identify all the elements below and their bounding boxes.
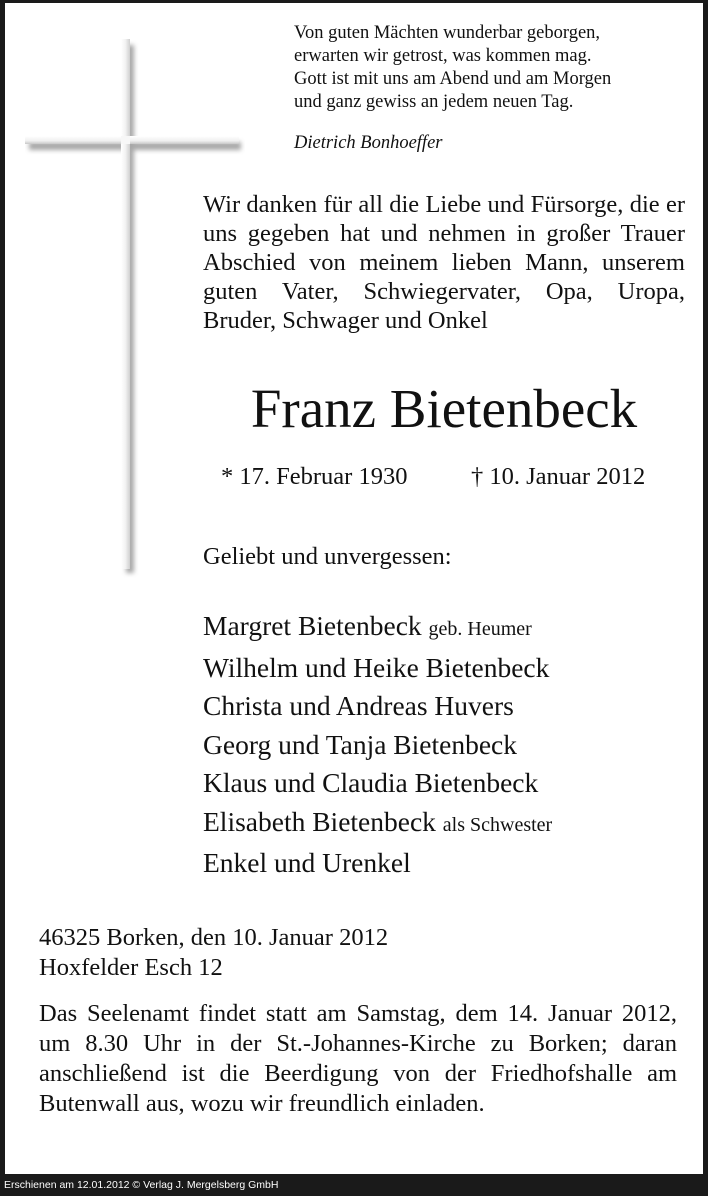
poem xyxy=(294,22,611,114)
mourner-item xyxy=(203,649,552,688)
mourner-item xyxy=(203,726,552,765)
poem-author: Dietrich Bonhoeffer xyxy=(294,133,443,153)
poem-line: und ganz gewiss an jedem neuen Tag. xyxy=(294,92,574,112)
mourners-list xyxy=(203,607,552,883)
poem-line: Gott ist mit uns am Abend und am Morgen xyxy=(294,69,612,89)
mourner-item xyxy=(203,764,552,803)
death-date: † 10. Januar 2012 xyxy=(471,463,646,490)
mourners-heading: Geliebt und unvergessen: xyxy=(203,543,452,570)
mourner-note: als Schwester xyxy=(442,813,553,836)
deceased-name: Franz Bietenbeck xyxy=(250,378,638,439)
place-line: 46325 Borken, den 10. Januar 2012 xyxy=(39,924,389,951)
mourner-name: Klaus und Claudia Bietenbeck xyxy=(203,767,539,798)
mourner-name: Margret Bietenbeck xyxy=(203,610,422,641)
address-line: Hoxfelder Esch 12 xyxy=(39,954,223,981)
mourner-name: Christa und Andreas Huvers xyxy=(203,690,514,721)
mourner-item xyxy=(203,607,552,649)
mourner-name: Enkel und Urenkel xyxy=(203,847,411,878)
birth-date: * 17. Februar 1930 xyxy=(221,463,408,490)
mourner-item xyxy=(203,687,552,726)
place-date xyxy=(39,923,388,983)
poem-line: erwarten wir getrost, was kommen mag. xyxy=(294,46,592,66)
service-info: Das Seelenamt findet statt am Samstag, dem 14. Januar 2012, um 8.30 Uhr in der St.-Johannes-Kirche zu Borken; daran anschließend ist die Beerdigung von der Friedhofshalle am Butenwall aus, wozu wir freundlich einladen. xyxy=(39,1000,677,1117)
poem-line: Von guten Mächten wunderbar geborgen, xyxy=(294,23,601,43)
publication-footer: Erschienen am 12.01.2012 © Verlag J. Mergelsberg GmbH xyxy=(0,1174,708,1196)
mourner-name: Georg und Tanja Bietenbeck xyxy=(203,728,517,760)
intro-text: Wir danken für all die Liebe und Fürsorge, die er uns gegeben hat und nehmen in großer Trauer Abschied von meinem lieben Mann, unserem guten Vater, Schwiegervater, Opa, Uropa, Bruder, Schwager und Onkel xyxy=(203,191,685,334)
mourner-name: Wilhelm und Heike Bietenbeck xyxy=(203,651,550,683)
mourner-name: Elisabeth Bietenbeck xyxy=(203,805,436,837)
mourner-item xyxy=(203,803,552,845)
mourner-note: geb. Heumer xyxy=(428,618,532,640)
mourner-item xyxy=(203,844,552,883)
